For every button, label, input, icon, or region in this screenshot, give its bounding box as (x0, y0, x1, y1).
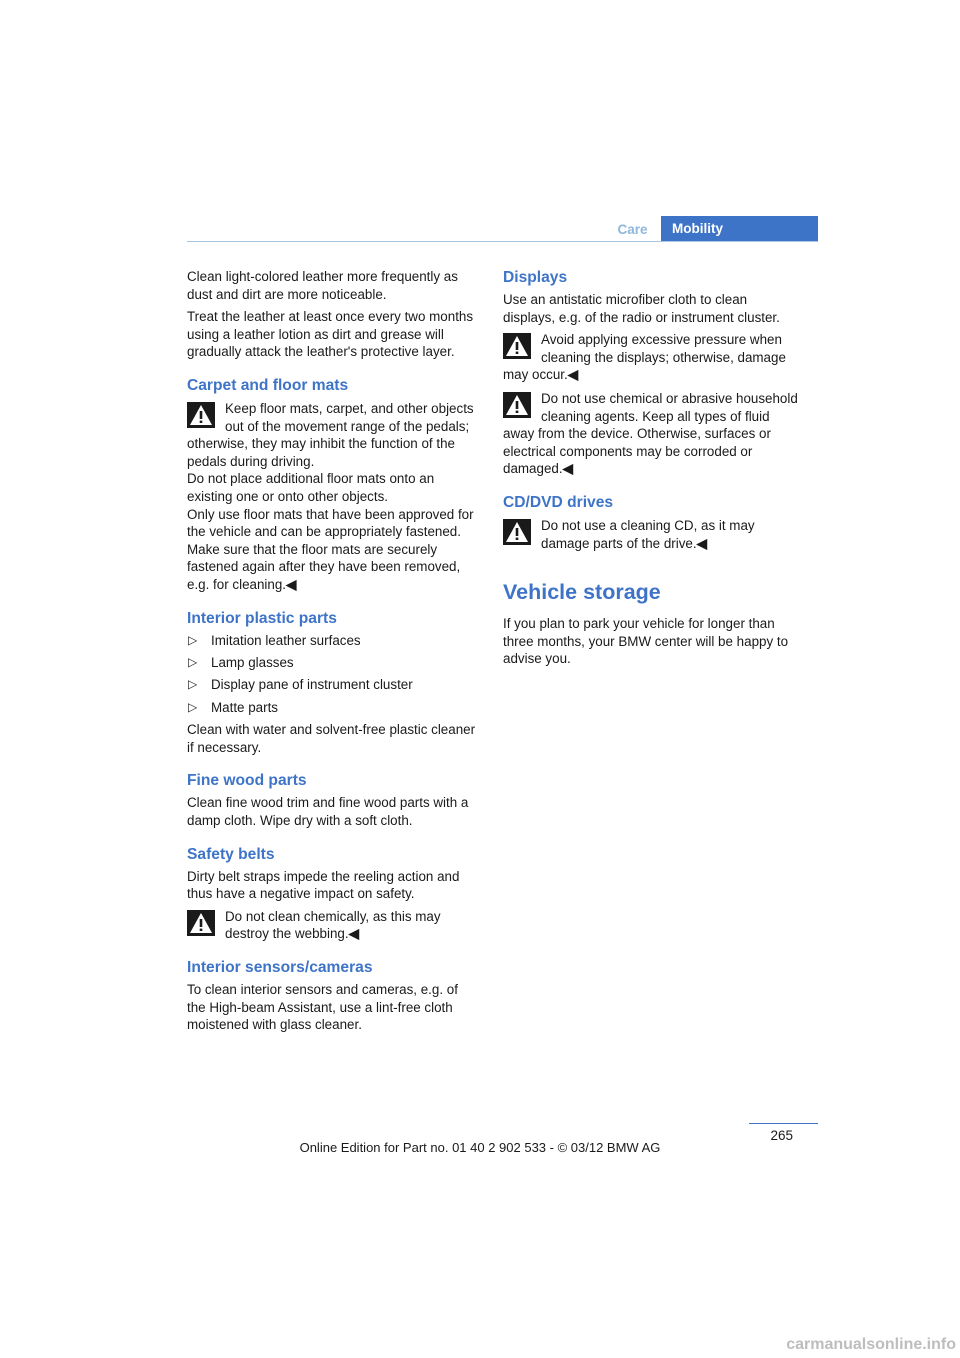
displays-warning-1 (503, 331, 798, 384)
end-mark: ◀ (348, 926, 359, 942)
end-mark: ◀ (567, 367, 579, 383)
sensors-text: To clean interior sensors and cameras, e.g. of the High-beam Assistant, use a lint-free cloth moistened with glass cleaner. (187, 982, 458, 1033)
displays-warning-2 (503, 390, 798, 478)
end-mark: ◀ (286, 576, 297, 592)
leather-paragraph-1: Clean light-colored leather more frequently as dust and dirt are more noticeable. (187, 269, 458, 302)
wood-heading: Fine wood parts (187, 772, 307, 790)
storage-text: If you plan to park your vehicle for longer than three months, your BMW center will be happy to advise you. (503, 616, 789, 667)
warning-triangle-icon (503, 392, 531, 418)
belts-heading: Safety belts (187, 845, 275, 863)
wood-text: Clean fine wood trim and fine wood parts with a damp cloth. Wipe dry with a soft cloth. (187, 795, 469, 829)
plastic-heading: Interior plastic parts (187, 609, 337, 627)
belts-text: Dirty belt straps impede the reeling action and thus have a negative impact on safety. (187, 868, 460, 902)
list-item: ▷ Lamp glasses (188, 654, 294, 670)
belts-warning-text: Do not clean chemically, as this may destroy the webbing. (225, 908, 441, 942)
right-column (503, 268, 798, 673)
displays-heading: Displays (503, 269, 568, 286)
footer-edition: Online Edition for Part no. 01 40 2 902 533 - © 03/12 BMW AG (299, 1140, 661, 1155)
carpet-heading: Carpet and floor mats (187, 376, 349, 394)
warning-triangle-icon (187, 402, 215, 428)
displays-warning-1-text: Avoid applying excessive pressure when cleaning the displays; otherwise, damage may occur. (503, 332, 786, 383)
header-rule (187, 241, 818, 242)
sensors-heading: Interior sensors/cameras (187, 959, 373, 977)
list-item: ▷ Matte parts (188, 699, 278, 715)
displays-warning-2-text: Do not use chemical or abrasive household cleaning agents. Keep all types of fluid away from the device. Otherwise, surfaces or electrical components may be corroded or damaged. (503, 390, 798, 477)
left-column (187, 268, 480, 1039)
end-mark: ◀ (562, 461, 573, 477)
leather-paragraph-2: Treat the leather at least once every two months using a leather lotion as dirt and grease will gradually attack the leather's protective layer. (187, 309, 474, 360)
warning-triangle-icon (503, 519, 531, 545)
plastic-list (187, 632, 480, 717)
carpet-warning-text: Keep floor mats, carpet, and other objects out of the movement range of the pedals; otherwise, they may inhibit the function of the pedals during driving. (187, 400, 474, 469)
warning-triangle-icon (187, 910, 215, 936)
header-section-care: Care (617, 222, 648, 237)
header-chapter-mobility: Mobility (661, 216, 818, 242)
page-number-rule (749, 1123, 818, 1124)
plastic-text: Clean with water and solvent-free plastic cleaner if necessary. (187, 722, 476, 755)
cd-warning-text: Do not use a cleaning CD, as it may damage parts of the drive. (541, 517, 755, 551)
warning-triangle-icon (503, 333, 531, 359)
cd-heading: CD/DVD drives (503, 493, 614, 511)
belts-warning (187, 908, 480, 943)
carpet-warning-text-2: Do not place additional floor mats onto an existing one or onto other objects. (187, 471, 435, 504)
cd-warning (503, 517, 798, 552)
displays-text: Use an antistatic microfiber cloth to clean displays, e.g. of the radio or instrument cluster. (503, 292, 780, 325)
carpet-warning (187, 400, 480, 594)
end-mark: ◀ (696, 535, 707, 551)
list-item: ▷ Imitation leather surfaces (188, 632, 361, 648)
page-number: 265 (770, 1128, 793, 1143)
carpet-warning-text-3: Only use floor mats that have been approved for the vehicle and can be appropriately fastened. (187, 506, 474, 540)
watermark: carmanualsonline.info (786, 1336, 956, 1353)
storage-heading: Vehicle storage (503, 580, 661, 605)
carpet-warning-text-4: Make sure that the floor mats are securely fastened again after they have been removed, e.g. for cleaning. (187, 541, 461, 592)
list-item: ▷ Display pane of instrument cluster (188, 677, 413, 693)
